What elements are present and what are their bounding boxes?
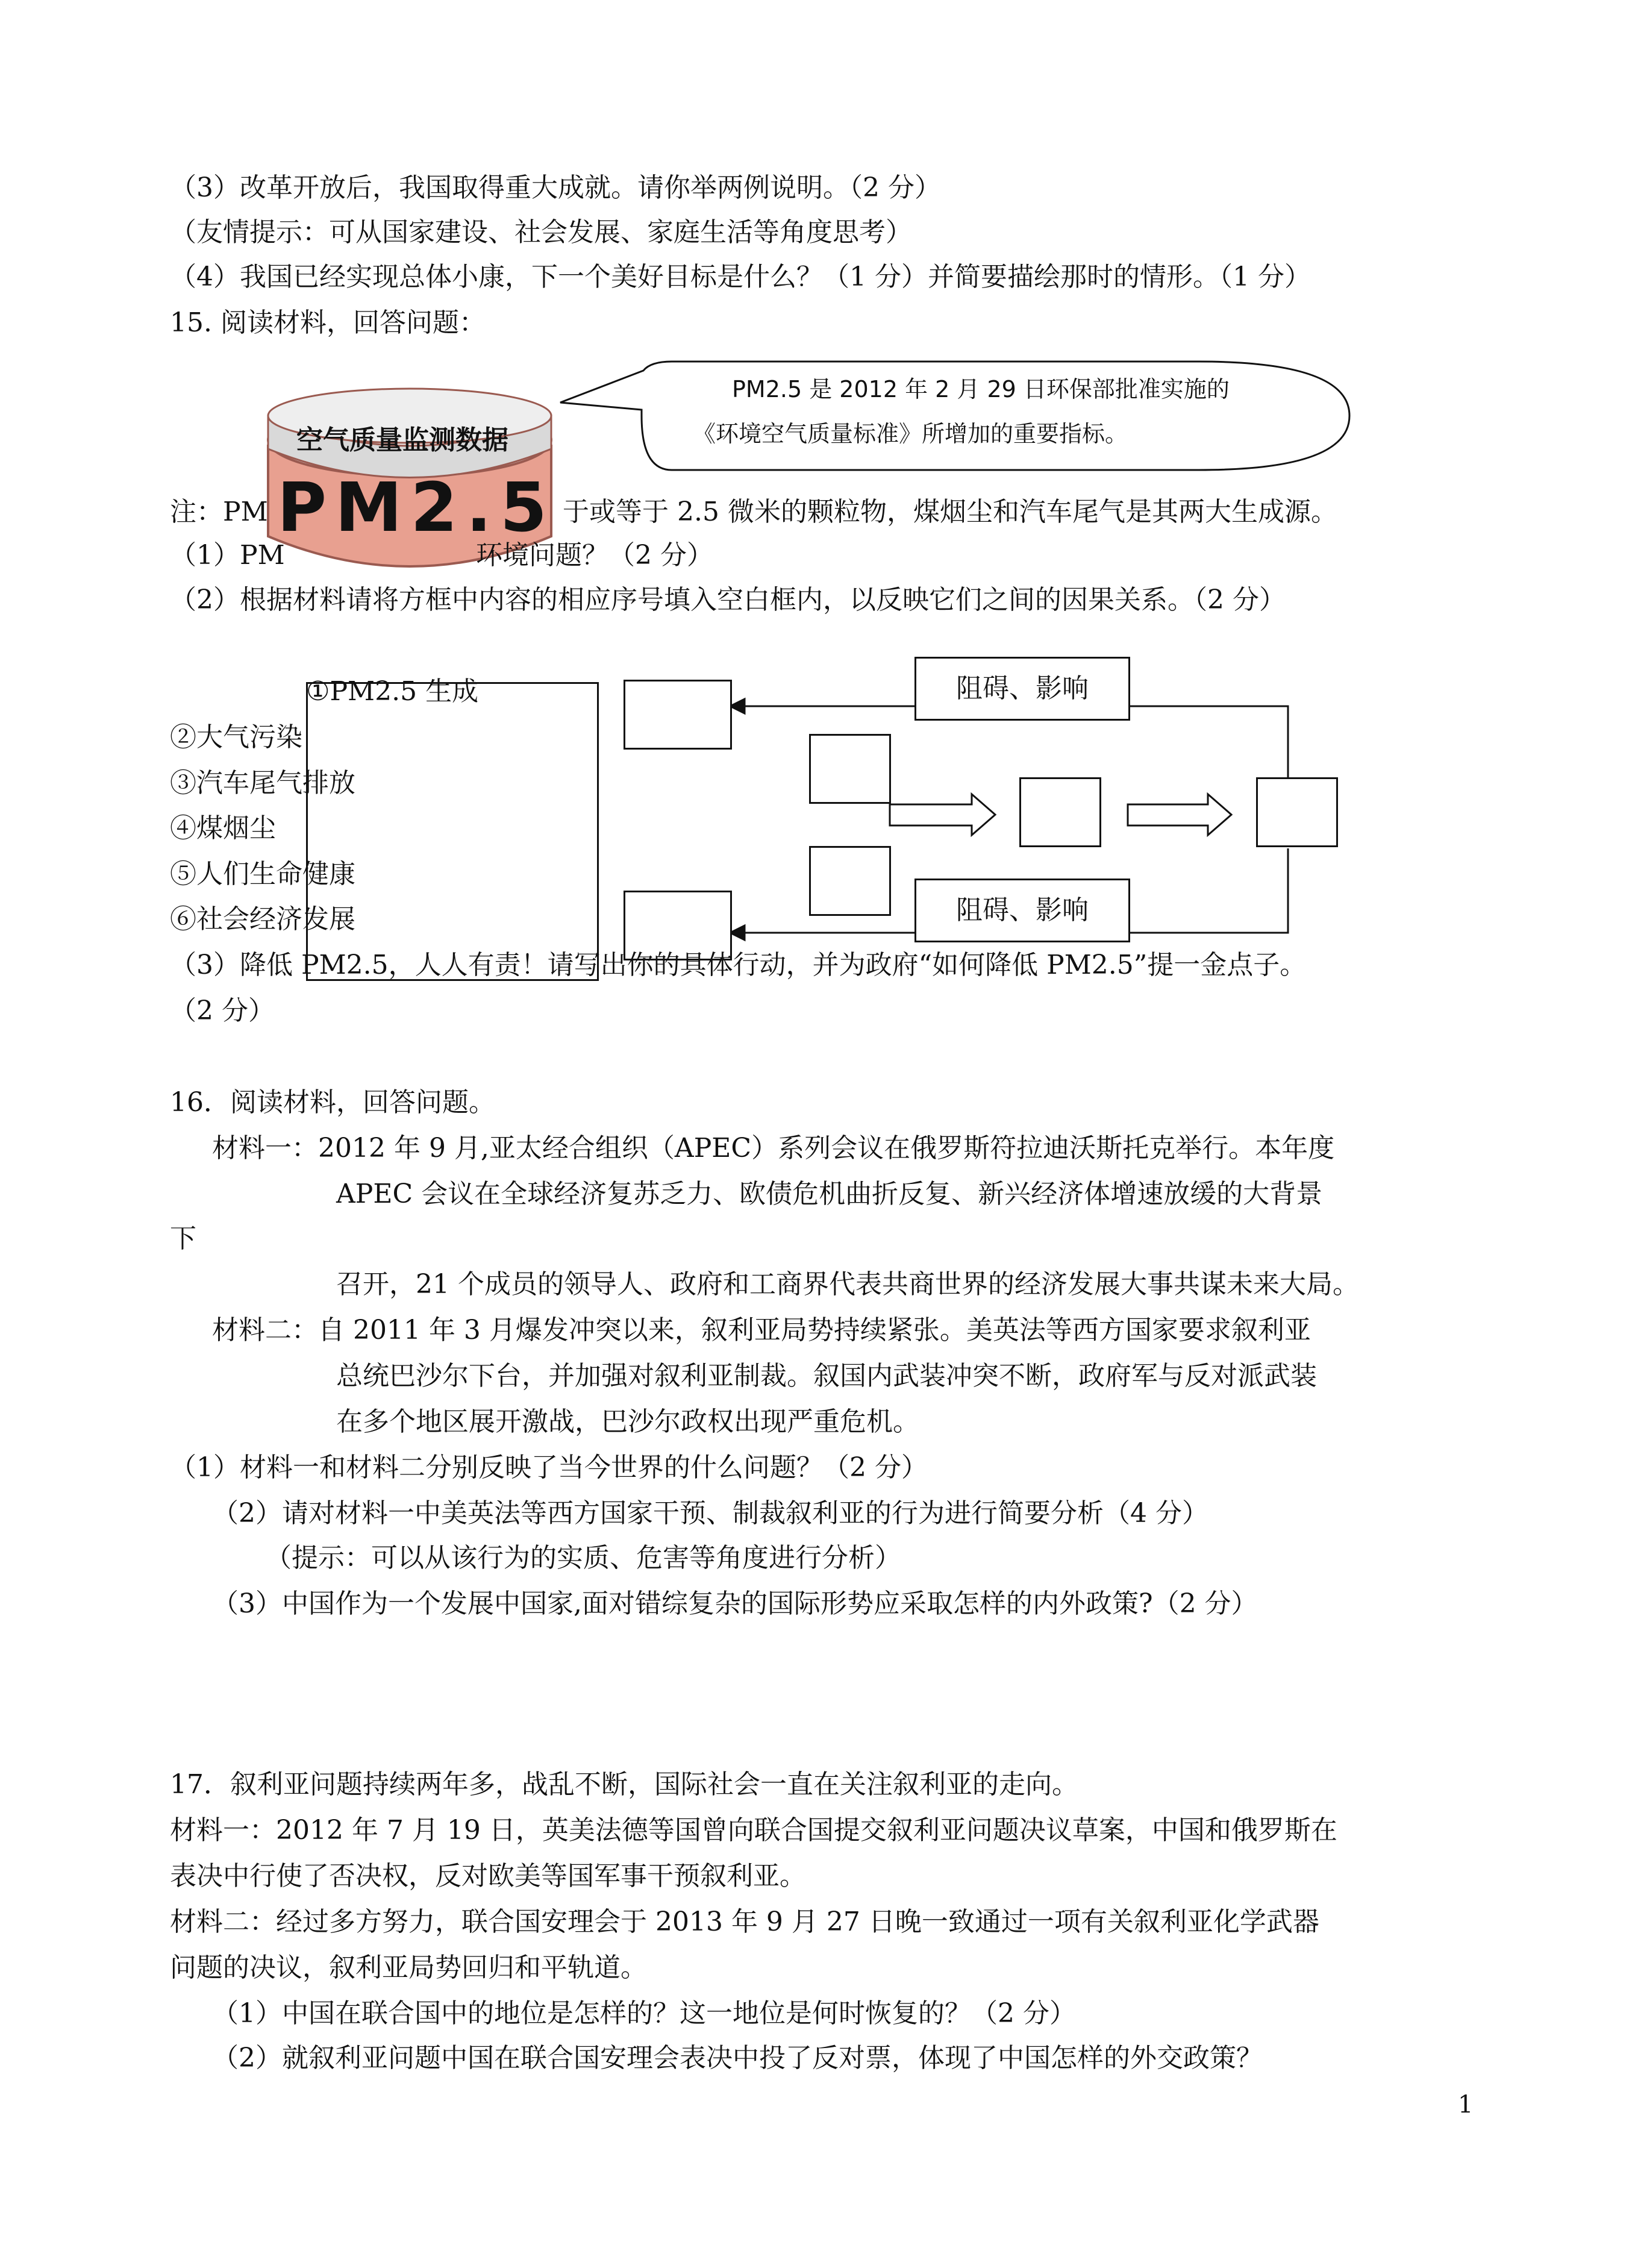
q14-part4: （4）我国已经实现总体小康，下一个美好目标是什么？（1 分）并简要描绘那时的情形。（1 分） xyxy=(170,262,1311,292)
q17-question2: （2）就叙利亚问题中国在联合国安理会表决中投了反对票，体现了中国怎样的外交政策？ xyxy=(212,2043,1263,2073)
q16-question3: （3）中国作为一个发展中国家,面对错综复杂的国际形势应采取怎样的内外政策?（2 分） xyxy=(212,1588,1258,1619)
option-5: ⑤人们生命健康 xyxy=(170,859,355,889)
q15-title: 15. 阅读材料，回答问题： xyxy=(170,307,486,338)
badge-main-text: PM2.5 xyxy=(277,469,555,547)
page-number: 1 xyxy=(1458,2091,1474,2119)
q16-material1-line3: 下 xyxy=(170,1223,196,1254)
q15-note-prefix: 注：PM xyxy=(170,497,268,527)
q17-material2-line2: 问题的决议，叙利亚局势回归和平轨道。 xyxy=(170,1952,647,1983)
q16-question2: （2）请对材料一中美英法等西方国家干预、制裁叙利亚的行为进行简要分析（4 分） xyxy=(212,1498,1208,1529)
bubble-line-2: 《环境空气质量标准》所增加的重要指标。 xyxy=(693,421,1128,447)
q16-material2-line2: 总统巴沙尔下台，并加强对叙利亚制裁。叙国内武装冲突不断，政府军与反对派武装 xyxy=(336,1361,1317,1391)
q16-material2-line3: 在多个地区展开激战，巴沙尔政权出现严重危机。 xyxy=(336,1406,919,1437)
q15-q2: （2）根据材料请将方框中内容的相应序号填入空白框内，以反映它们之间的因果关系。（2 分） xyxy=(170,584,1286,615)
q15-q3-line2: （2 分） xyxy=(170,995,275,1026)
q14-tip: （友情提示：可从国家建设、社会发展、家庭生活等角度思考） xyxy=(170,217,912,248)
q16-question1: （1）材料一和材料二分别反映了当今世界的什么问题？（2 分） xyxy=(170,1452,928,1483)
option-4: ④煤烟尘 xyxy=(170,813,276,844)
q17-material2-line1: 材料二：经过多方努力，联合国安理会于 2013 年 9 月 27 日晚一致通过一项有关叙利亚化学武器 xyxy=(170,1906,1319,1937)
q17-question1: （1）中国在联合国中的地位是怎样的？这一地位是何时恢复的？（2 分） xyxy=(212,1998,1076,2029)
option-1: ①PM2.5 生成 xyxy=(306,676,479,707)
q16-material1-line1: 材料一：2012 年 9 月,亚太经合组织（APEC）系列会议在俄罗斯符拉迪沃斯托克举行。本年度 xyxy=(212,1133,1335,1164)
q16-tip: （提示：可以从该行为的实质、危害等角度进行分析） xyxy=(265,1543,901,1573)
option-2: ②大气污染 xyxy=(170,722,302,753)
q15-q1-prefix: （1）PM xyxy=(170,540,285,571)
q15-q1-rest: 环境问题？（2 分） xyxy=(476,540,713,571)
option-3: ③汽车尾气排放 xyxy=(170,768,355,798)
q15-note-rest: 于或等于 2.5 微米的颗粒物，煤烟尘和汽车尾气是其两大生成源。 xyxy=(563,497,1337,527)
answer-box-cause-2[interactable] xyxy=(809,846,891,916)
q17-material1-line1: 材料一：2012 年 7 月 19 日，英美法德等国曾向联合国提交叙利亚问题决议草案，中国和俄罗斯在 xyxy=(170,1815,1337,1846)
answer-box-cause-1[interactable] xyxy=(809,734,891,804)
label-hinder-bottom: 阻碍、影响 xyxy=(914,879,1130,942)
bubble-line-1: PM2.5 是 2012 年 2 月 29 日环保部批准实施的 xyxy=(732,376,1230,403)
option-6: ⑥社会经济发展 xyxy=(170,904,355,935)
answer-box-right[interactable] xyxy=(1256,777,1338,847)
q17-title: 17．叙利亚问题持续两年多，战乱不断，国际社会一直在关注叙利亚的走向。 xyxy=(170,1769,1078,1800)
q16-material1-line4: 召开，21 个成员的领导人、政府和工商界代表共商世界的经济发展大事共谋未来大局。 xyxy=(336,1269,1359,1300)
answer-box-middle[interactable] xyxy=(1019,777,1101,847)
label-hinder-top: 阻碍、影响 xyxy=(914,657,1130,721)
q17-material1-line2: 表决中行使了否决权，反对欧美等国军事干预叙利亚。 xyxy=(170,1861,806,1891)
q16-material2-line1: 材料二：自 2011 年 3 月爆发冲突以来，叙利亚局势持续紧张。美英法等西方国家要求叙利亚 xyxy=(212,1315,1311,1345)
answer-box-top-left[interactable] xyxy=(624,680,732,750)
q14-part3: （3）改革开放后，我国取得重大成就。请你举两例说明。（2 分） xyxy=(170,172,941,203)
badge-top-text: 空气质量监测数据 xyxy=(296,425,508,456)
q16-material1-line2: APEC 会议在全球经济复苏乏力、欧债危机曲折反复、新兴经济体增速放缓的大背景 xyxy=(336,1179,1323,1209)
q16-title: 16．阅读材料，回答问题。 xyxy=(170,1087,495,1118)
q15-q3-line1: （3）降低 PM2.5，人人有责！请写出你的具体行动，并为政府“如何降低 PM2.5”提一金点子。 xyxy=(170,950,1307,980)
